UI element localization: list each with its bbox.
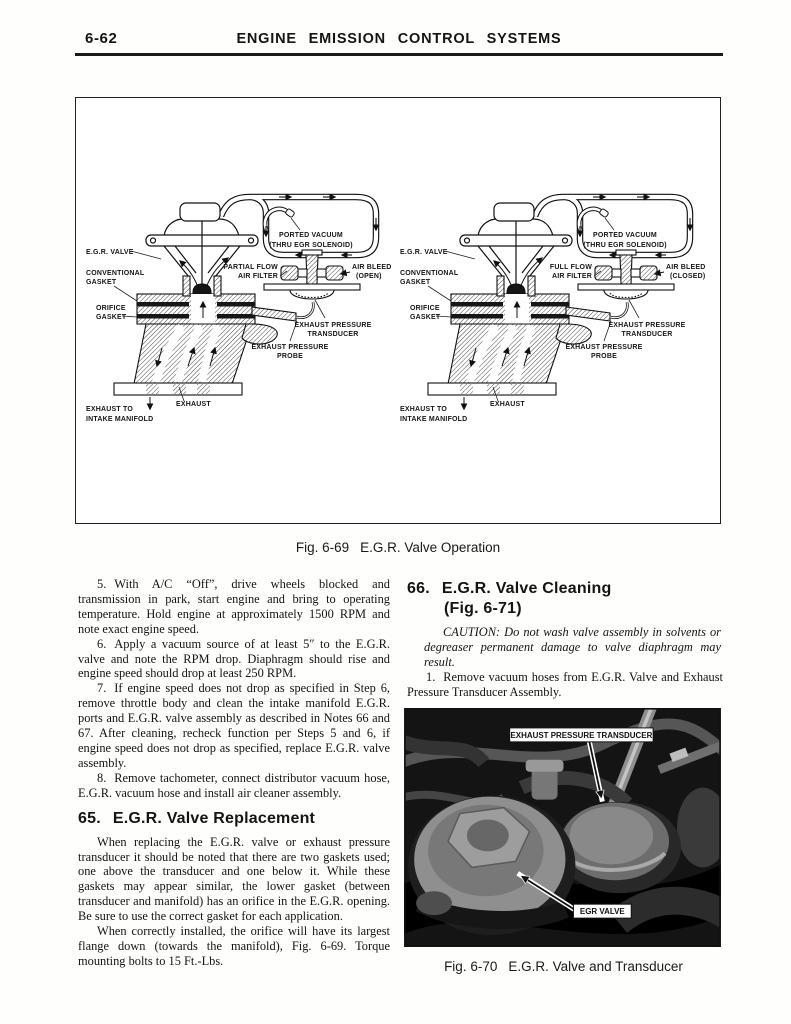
header-rule xyxy=(75,53,723,56)
caution-note: CAUTION: Do not wash valve assembly in solvents or degreaser permanent damage to valve diaphragm may result. xyxy=(424,625,721,669)
diagram-label-exhaust-pressure-probe: EXHAUST PRESSURE xyxy=(565,344,643,351)
step-8 xyxy=(78,771,390,801)
figure-6-69-caption-label: Fig. 6-69 xyxy=(295,540,350,555)
diagram-label-exhaust-to-intake-manifold: INTAKE MANIFOLD xyxy=(86,416,154,423)
step-5-text: With A/C “Off”, drive wheels blocked and transmission in park, start engine and bring to operating temperature. Hold engine at approximately 1500 RPM and note exact engine speed. xyxy=(78,577,390,636)
step-6-number: 6. xyxy=(97,636,107,651)
step-8-text: Remove tachometer, connect distributor vacuum hose, E.G.R. vacuum hose and install air cleaner assembly. xyxy=(78,770,390,800)
diagram-label-exhaust-to-intake-manifold: INTAKE MANIFOLD xyxy=(400,416,468,423)
diagram-label-air-filter: FULL FLOW xyxy=(549,264,592,271)
section-65-title: E.G.R. Valve Replacement xyxy=(112,809,316,827)
diagram-label-exhaust-pressure-transducer: TRANSDUCER xyxy=(621,331,673,338)
diagram-label-conventional-gasket: GASKET xyxy=(86,279,117,286)
figure-6-70 xyxy=(404,708,723,974)
section-65-paragraph-2: When correctly installed, the orifice will have its largest flange down (towards the manifold), Fig. 6-69. Torque mounting bolts to 15 Ft.-Lbs. xyxy=(78,924,390,968)
photo-label-egr-valve: EGR VALVE xyxy=(579,906,625,916)
figure-6-69-caption xyxy=(75,540,721,555)
diagram-label-egr-valve: E.G.R. VALVE xyxy=(86,249,134,256)
diagram-label-exhaust-pressure-transducer: EXHAUST PRESSURE xyxy=(608,322,686,329)
step-6 xyxy=(78,637,390,682)
diagram-label-exhaust-to-intake-manifold: EXHAUST TO xyxy=(400,406,447,413)
step-5 xyxy=(78,577,390,637)
egr-valve-diagram xyxy=(398,190,708,425)
figure-6-69-caption-text: E.G.R. Valve Operation xyxy=(360,540,501,555)
section-65-heading xyxy=(78,809,390,829)
diagram-label-air-bleed: AIR BLEED xyxy=(666,264,706,271)
step-1 xyxy=(407,670,723,700)
diagram-label-orifice-gasket: ORIFICE xyxy=(410,305,440,312)
step-8-number: 8. xyxy=(97,770,107,785)
diagram-label-conventional-gasket: CONVENTIONAL xyxy=(400,270,459,277)
diagram-label-air-filter: AIR FILTER xyxy=(552,273,592,280)
egr-valve-diagram xyxy=(84,190,394,425)
diagram-label-exhaust-pressure-probe: PROBE xyxy=(591,353,617,360)
diagram-label-air-bleed: (CLOSED) xyxy=(670,273,706,280)
egr-diagram-full-flow xyxy=(398,190,708,425)
diagram-label-exhaust: EXHAUST xyxy=(176,401,211,408)
engine-photo xyxy=(404,708,723,947)
fig-6-70-photo xyxy=(404,708,721,947)
diagram-label-egr-valve: E.G.R. VALVE xyxy=(400,249,448,256)
step-6-text: Apply a vacuum source of at least 5″ to the E.G.R. valve and note the RPM drop. Diaphragm should rise and engine speed should drop at least 250 RPM. xyxy=(78,636,390,681)
egr-diagram-partial-flow xyxy=(84,190,394,425)
left-column xyxy=(78,577,390,974)
diagram-label-air-filter: AIR FILTER xyxy=(238,273,278,280)
section-66-title: E.G.R. Valve Cleaning xyxy=(441,580,612,597)
step-7-text: If engine speed does not drop as specified in Step 6, remove throttle body and clean the intake manifold E.G.R. ports and E.G.R. valve assembly as described in Notes 66 and 67. After cleaning, recheck function per Steps 5 and 6, if engine speed does not drop as specified, replace E.G.R. valve assembly. xyxy=(78,681,390,770)
diagram-label-air-filter: PARTIAL FLOW xyxy=(223,264,278,271)
diagram-label-exhaust: EXHAUST xyxy=(490,401,525,408)
diagram-label-conventional-gasket: GASKET xyxy=(400,279,431,286)
figure-6-70-caption-text: E.G.R. Valve and Transducer xyxy=(508,958,683,974)
page-title: ENGINE EMISSION CONTROL SYSTEMS xyxy=(236,31,562,47)
figure-6-69-frame xyxy=(75,97,721,524)
diagram-label-air-bleed: AIR BLEED xyxy=(352,264,392,271)
step-7 xyxy=(78,681,390,770)
figure-6-70-caption xyxy=(404,959,723,974)
diagram-label-ported-vacuum: (THRU EGR SOLENOID) xyxy=(583,242,667,249)
diagram-label-conventional-gasket: CONVENTIONAL xyxy=(86,270,145,277)
figure-6-70-caption-label: Fig. 6-70 xyxy=(444,958,498,974)
section-66-number: 66. xyxy=(407,580,430,597)
section-66-heading xyxy=(407,579,723,619)
diagram-label-orifice-gasket: GASKET xyxy=(410,314,441,321)
diagram-label-exhaust-to-intake-manifold: EXHAUST TO xyxy=(86,406,133,413)
diagram-label-exhaust-pressure-probe: EXHAUST PRESSURE xyxy=(251,344,329,351)
page-number: 6-62 xyxy=(85,30,118,47)
diagram-label-orifice-gasket: ORIFICE xyxy=(96,305,126,312)
diagram-label-exhaust-pressure-transducer: EXHAUST PRESSURE xyxy=(294,322,372,329)
two-column-text xyxy=(78,577,723,974)
section-65-paragraph-1: When replacing the E.G.R. valve or exhaust pressure transducer it should be noted that there are two gaskets used; one above the transducer and one below it. While these gaskets may appear similar, the lower gasket (between transducer and manifold) has an orifice in the E.G.R. opening. Be sure to use the correct gasket for each application. xyxy=(78,834,390,924)
section-66-subtitle: (Fig. 6-71) xyxy=(444,600,522,617)
section-65-number: 65. xyxy=(78,809,101,827)
diagram-label-ported-vacuum: PORTED VACUUM xyxy=(279,232,343,239)
diagram-label-air-bleed: (OPEN) xyxy=(356,273,382,280)
step-5-number: 5. xyxy=(97,577,107,591)
photo-label-exhaust-pressure-transducer: EXHAUST PRESSURE TRANSDUCER xyxy=(510,730,653,740)
diagram-label-exhaust-pressure-transducer: TRANSDUCER xyxy=(307,331,359,338)
step-1-text: Remove vacuum hoses from E.G.R. Valve and Exhaust Pressure Transducer Assembly. xyxy=(407,669,723,699)
diagram-label-exhaust-pressure-probe: PROBE xyxy=(277,353,303,360)
step-1-number: 1. xyxy=(426,669,436,684)
diagram-label-ported-vacuum: (THRU EGR SOLENOID) xyxy=(269,242,353,249)
diagram-label-ported-vacuum: PORTED VACUUM xyxy=(593,232,657,239)
right-column xyxy=(407,577,723,974)
diagram-label-orifice-gasket: GASKET xyxy=(96,314,127,321)
step-7-number: 7. xyxy=(97,681,107,696)
transducer-in-photo xyxy=(558,801,681,893)
